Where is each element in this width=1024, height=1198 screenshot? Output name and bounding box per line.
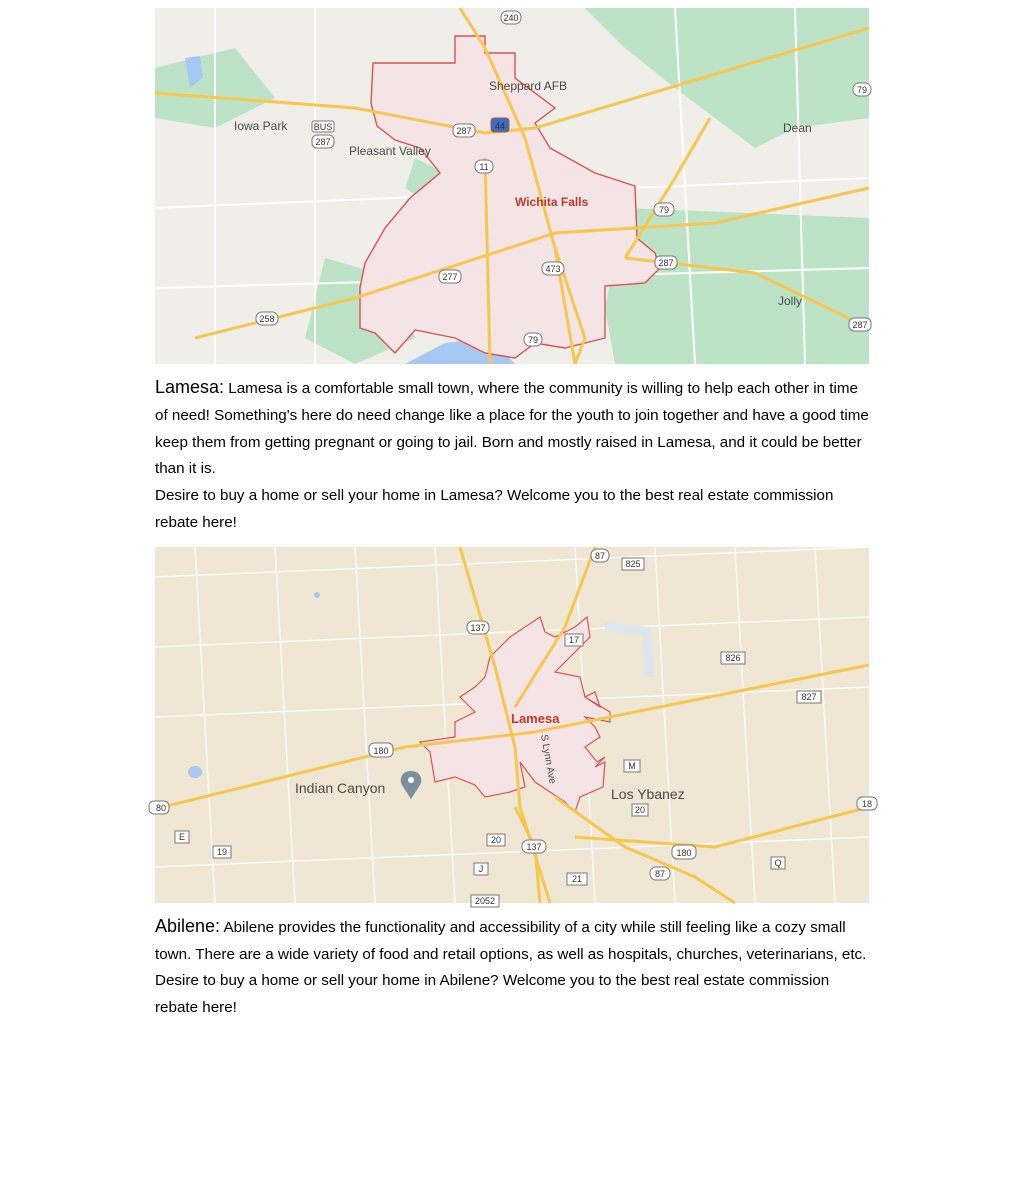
shield: M xyxy=(628,760,636,771)
document-page xyxy=(155,8,873,1032)
shield: 79 xyxy=(856,85,868,95)
shield: Q xyxy=(774,857,782,868)
shield: 287 xyxy=(456,126,472,136)
shield: 826 xyxy=(725,652,741,663)
abilene-heading: Abilene: xyxy=(155,915,221,936)
shield: 20 xyxy=(490,834,502,845)
shield: 180 xyxy=(676,847,692,858)
shield: 79 xyxy=(658,205,670,215)
shield: 137 xyxy=(470,622,486,633)
abilene-cta: Desire to buy a home or sell your home in Abilene? Welcome you to the best real estate commission rebate here! xyxy=(155,972,830,1017)
lamesa-section xyxy=(155,374,869,537)
shield: 473 xyxy=(545,264,561,274)
shield: 80 xyxy=(155,802,167,813)
shield: 240 xyxy=(503,13,519,23)
abilene-body: Abilene provides the functionality and accessibility of a city while still feeling like a cozy small town. There are a wide variety of food and retail options, as well as hospitals, churches, veterinarians, etc. xyxy=(155,918,867,963)
lamesa-cta: Desire to buy a home or sell your home in Lamesa? Welcome you to the best real estate commission rebate here! xyxy=(155,487,834,531)
shield: 287 xyxy=(315,137,331,147)
shield: J xyxy=(478,863,484,874)
shield: 827 xyxy=(801,691,817,702)
shield: 79 xyxy=(527,335,539,345)
lamesa-map xyxy=(155,547,873,906)
shield: 825 xyxy=(625,558,641,569)
label-jolly: Jolly xyxy=(778,294,803,308)
lamesa-heading: Lamesa: xyxy=(155,377,225,397)
label-dean: Dean xyxy=(783,121,812,135)
shield: 44 xyxy=(494,121,506,131)
shield: 17 xyxy=(568,634,580,645)
shield: 18 xyxy=(861,798,873,809)
label-pleasant-valley: Pleasant Valley xyxy=(349,144,431,158)
label-sheppard: Sheppard AFB xyxy=(489,79,568,93)
shield: 287 xyxy=(658,258,674,268)
shield: 277 xyxy=(442,272,458,282)
shield: BUS xyxy=(313,122,333,132)
shield: 19 xyxy=(216,846,228,857)
label-iowa-park: Iowa Park xyxy=(234,119,288,133)
shield: 20 xyxy=(634,804,646,815)
city-label: Lamesa xyxy=(511,710,560,726)
shield: E xyxy=(178,831,186,842)
wichita-falls-map xyxy=(155,8,869,364)
city-label: Wichita Falls xyxy=(515,195,589,209)
label-indian-canyon: Indian Canyon xyxy=(295,779,386,796)
shield: 137 xyxy=(526,841,542,852)
abilene-section xyxy=(155,913,869,1022)
lamesa-body: Lamesa is a comfortable small town, where the community is willing to help each other in time of need! Something's here do need change like a place for the youth to join together and have a good time keep them from getting pregnant or going to jail. Born and mostly raised in Lamesa, and it could be better than it is. xyxy=(155,380,869,478)
shield: 87 xyxy=(654,868,666,879)
abilene-paragraph xyxy=(155,913,869,969)
shield: 180 xyxy=(373,745,389,756)
shield: 21 xyxy=(571,873,583,884)
shield: 87 xyxy=(594,550,606,561)
shield: 11 xyxy=(479,162,489,172)
shield: 2052 xyxy=(474,895,496,906)
shield: 287 xyxy=(852,320,868,330)
lamesa-paragraph xyxy=(155,374,869,483)
shield: 258 xyxy=(259,314,275,324)
label-los-ybanez: Los Ybanez xyxy=(611,785,685,802)
label-street: S Lynn Ave xyxy=(538,733,558,785)
